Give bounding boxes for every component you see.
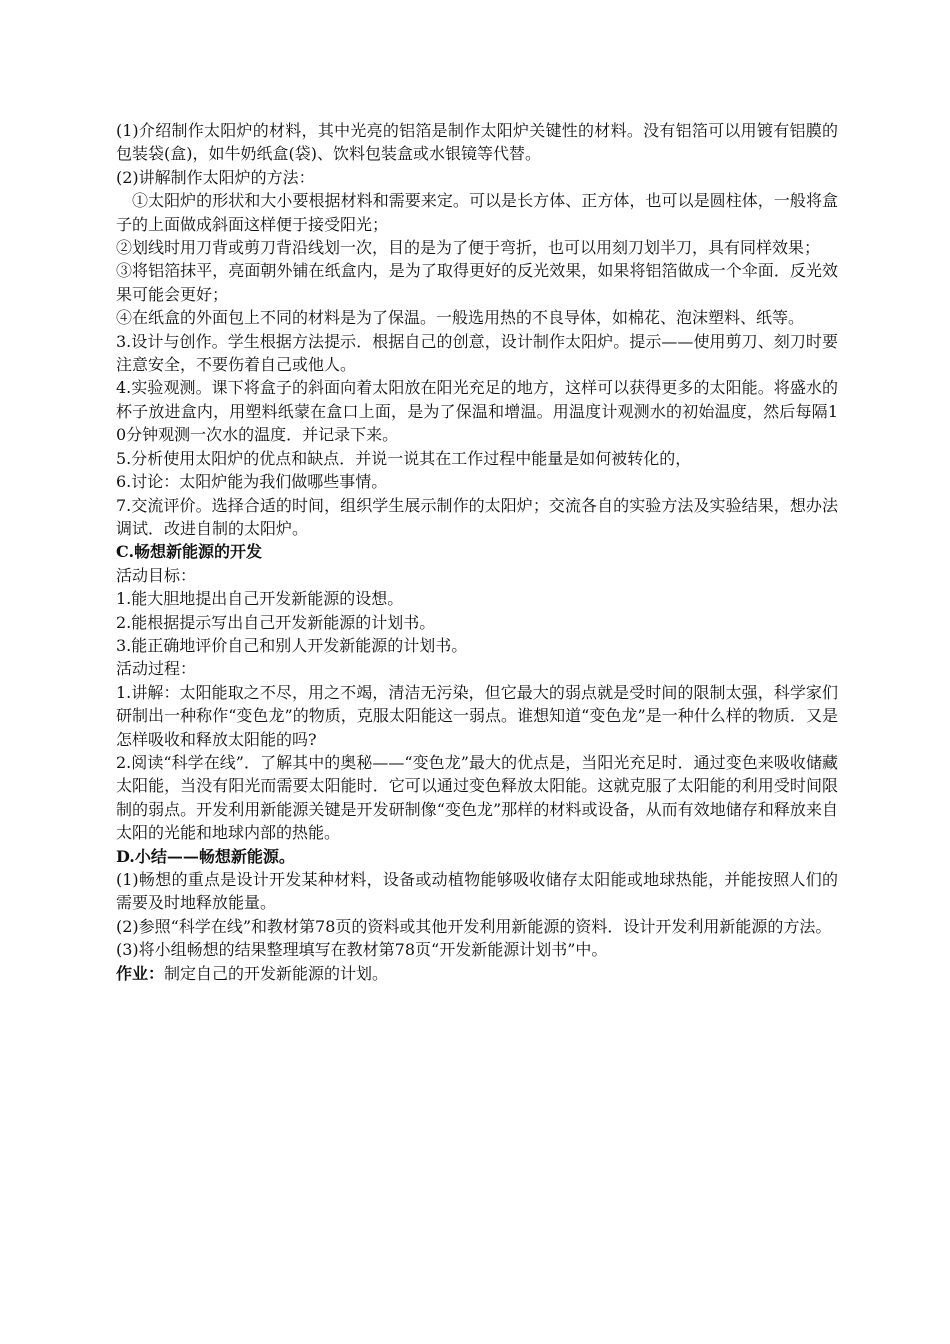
homework-label: 作业：: [116, 963, 165, 983]
paragraph-explain: 1.讲解：太阳能取之不尽，用之不竭，清洁无污染，但它最大的弱点就是受时间的限制太强，科学家们研制出一种称作“变色龙”的物质，克服太阳能这一弱点。谁想知道“变色龙”是一种什么样的物质．又是怎样吸收和释放太阳能的吗?: [116, 682, 838, 749]
paragraph-summary-2: (2)参照“科学在线”和教材第78页的资料或其他开发利用新能源的资料．设计开发利用新能源的方法。: [116, 916, 832, 936]
paragraph-process-label: 活动过程：: [116, 659, 197, 679]
paragraph-evaluation: 7.交流评价。选择合适的时间，组织学生展示制作的太阳炉；交流各自的实验方法及实验结果，想办法调试．改进自制的太阳炉。: [116, 495, 838, 538]
paragraph-goal-1: 1.能大胆地提出自己开发新能源的设想。: [116, 589, 404, 609]
paragraph-step-2: ②划线时用刀背或剪刀背沿线划一次，目的是为了便于弯折，也可以用刻刀划半刀，具有同样效果；: [116, 238, 821, 258]
paragraph-summary-3: (3)将小组畅想的结果整理填写在教材第78页“开发新能源计划书”中。: [116, 940, 608, 960]
section-heading-c: C.畅想新能源的开发: [116, 542, 263, 562]
paragraph-reading: 2.阅读“科学在线”．了解其中的奥秘——“变色龙”最大的优点是，当阳光充足时．通过变色来吸收储藏太阳能，当没有阳光而需要太阳能时．它可以通过变色释放太阳能。这就克服了太阳能的利用受时间限制的弱点。开发利用新能源关键是开发研制像“变色龙”那样的材料或设备，从而有效地储存和释放来自太阳的光能和地球内部的热能。: [116, 752, 838, 843]
paragraph-step-4: ④在纸盒的外面包上不同的材料是为了保温。一般选用热的不良导体，如棉花、泡沫塑料、纸等。: [116, 308, 805, 328]
paragraph-goal-3: 3.能正确地评价自己和别人开发新能源的计划书。: [116, 635, 468, 655]
paragraph-homework: [116, 962, 838, 985]
paragraph-goals-label: 活动目标：: [116, 565, 197, 585]
homework-text: 制定自己的开发新能源的计划。: [164, 963, 389, 983]
paragraph-summary-1: (1)畅想的重点是设计开发某种材料，设备或动植物能够吸收储存太阳能或地球热能，并能按照人们的需要及时地释放能量。: [116, 870, 838, 913]
paragraph-discussion: 6.讨论：太阳炉能为我们做哪些事情。: [116, 472, 388, 492]
paragraph-experiment: 4.实验观测。课下将盒子的斜面向着太阳放在阳光充足的地方，这样可以获得更多的太阳能。将盛水的杯子放进盒内，用塑料纸蒙在盒口上面，是为了保温和增温。用温度计观测水的初始温度，然后每隔10分钟观测一次水的温度．并记录下来。: [116, 378, 838, 445]
paragraph-method-heading: (2)讲解制作太阳炉的方法：: [116, 167, 315, 187]
paragraph-goal-2: 2.能根据提示写出自己开发新能源的计划书。: [116, 612, 436, 632]
paragraph-step-3: ③将铝箔抹平，亮面朝外铺在纸盒内，是为了取得更好的反光效果，如果将铝箔做成一个伞面．反光效果可能会更好；: [116, 261, 838, 304]
document-body: [116, 119, 838, 985]
paragraph-design: 3.设计与创作。学生根据方法提示．根据自己的创意，设计制作太阳炉。提示——使用剪刀、刻刀时要注意安全，不要伤着自己或他人。: [116, 331, 838, 375]
paragraph-step-1: ①太阳炉的形状和大小要根据材料和需要来定。可以是长方体、正方体，也可以是圆柱体，一般将盒子的上面做成斜面这样便于接受阳光；: [116, 191, 838, 234]
paragraph-analysis: 5.分析使用太阳炉的优点和缺点．并说一说其在工作过程中能量是如何被转化的，: [116, 448, 692, 468]
paragraph-materials: (1)介绍制作太阳炉的材料，其中光亮的铝箔是制作太阳炉关键性的材料。没有铝箔可以用镀有铝膜的包装袋(盒)，如牛奶纸盒(袋)、饮料包装盒或水银镜等代替。: [116, 121, 838, 164]
section-heading-d: D.小结——畅想新能源。: [116, 846, 295, 866]
